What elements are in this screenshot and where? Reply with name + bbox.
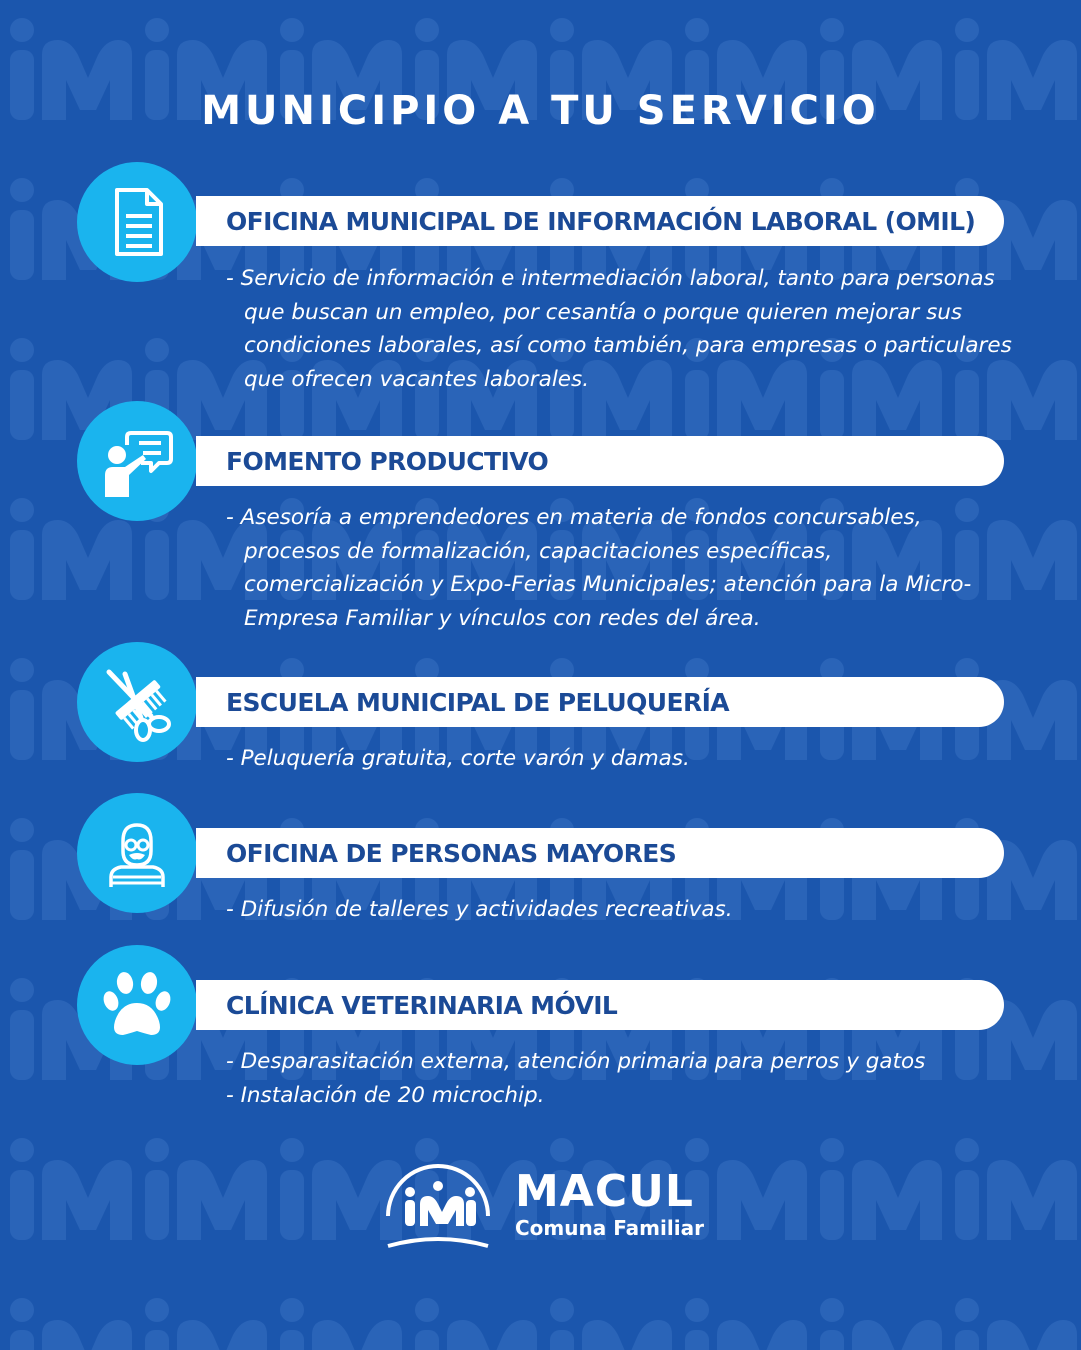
- service-description-line: - Peluquería gratuita, corte varón y damas.: [226, 746, 690, 771]
- service-description-line: - Servicio de información e intermediación laboral, tanto para personas que buscan un empleo, por cesantía o porque quieren mejorar sus condiciones laborales, así como también, para empresas o particulares que ofrecen vacantes laborales.: [226, 266, 1012, 392]
- brand-tagline: Comuna Familiar: [515, 1216, 704, 1240]
- service-title: OFICINA MUNICIPAL DE INFORMACIÓN LABORAL (OMIL): [226, 206, 976, 236]
- service-description-peluqueria: [226, 742, 1016, 776]
- page-title: MUNICIPIO A TU SERVICIO: [201, 88, 880, 134]
- service-description-omil: [226, 262, 1016, 396]
- service-description-line: - Difusión de talleres y actividades recreativas.: [226, 897, 733, 922]
- service-title: FOMENTO PRODUCTIVO: [226, 446, 549, 476]
- service-title-bar-veterinaria: [196, 980, 1004, 1030]
- macul-emblem-icon: [380, 1158, 496, 1254]
- service-title: CLÍNICA VETERINARIA MÓVIL: [226, 990, 618, 1020]
- presentation-icon: [77, 401, 197, 521]
- service-title-bar-peluqueria: [196, 677, 1004, 727]
- service-description-fomento: [226, 501, 1016, 635]
- service-description-veterinaria: [226, 1045, 1016, 1112]
- elderly-person-icon: [77, 793, 197, 913]
- service-description-line: - Instalación de 20 microchip.: [226, 1082, 545, 1108]
- service-description-personas-mayores: [226, 893, 1016, 927]
- service-title: ESCUELA MUNICIPAL DE PELUQUERÍA: [226, 687, 730, 717]
- service-title: OFICINA DE PERSONAS MAYORES: [226, 838, 677, 868]
- brand-name: MACUL: [515, 1166, 694, 1217]
- paw-icon: [77, 945, 197, 1065]
- scissors-comb-icon: [77, 642, 197, 762]
- service-description-line: - Desparasitación externa, atención primaria para perros y gatos: [226, 1049, 926, 1074]
- macul-logo: [380, 1158, 720, 1258]
- document-icon: [77, 162, 197, 282]
- service-description-line: - Asesoría a emprendedores en materia de fondos concursables, procesos de formalización, capacitaciones específicas, comercialización y Expo-Ferias Municipales; atención para la Micro- Empresa Familiar y vínculos con redes del área.: [226, 505, 972, 631]
- service-title-bar-fomento: [196, 436, 1004, 486]
- service-title-bar-omil: [196, 196, 1004, 246]
- service-title-bar-personas-mayores: [196, 828, 1004, 878]
